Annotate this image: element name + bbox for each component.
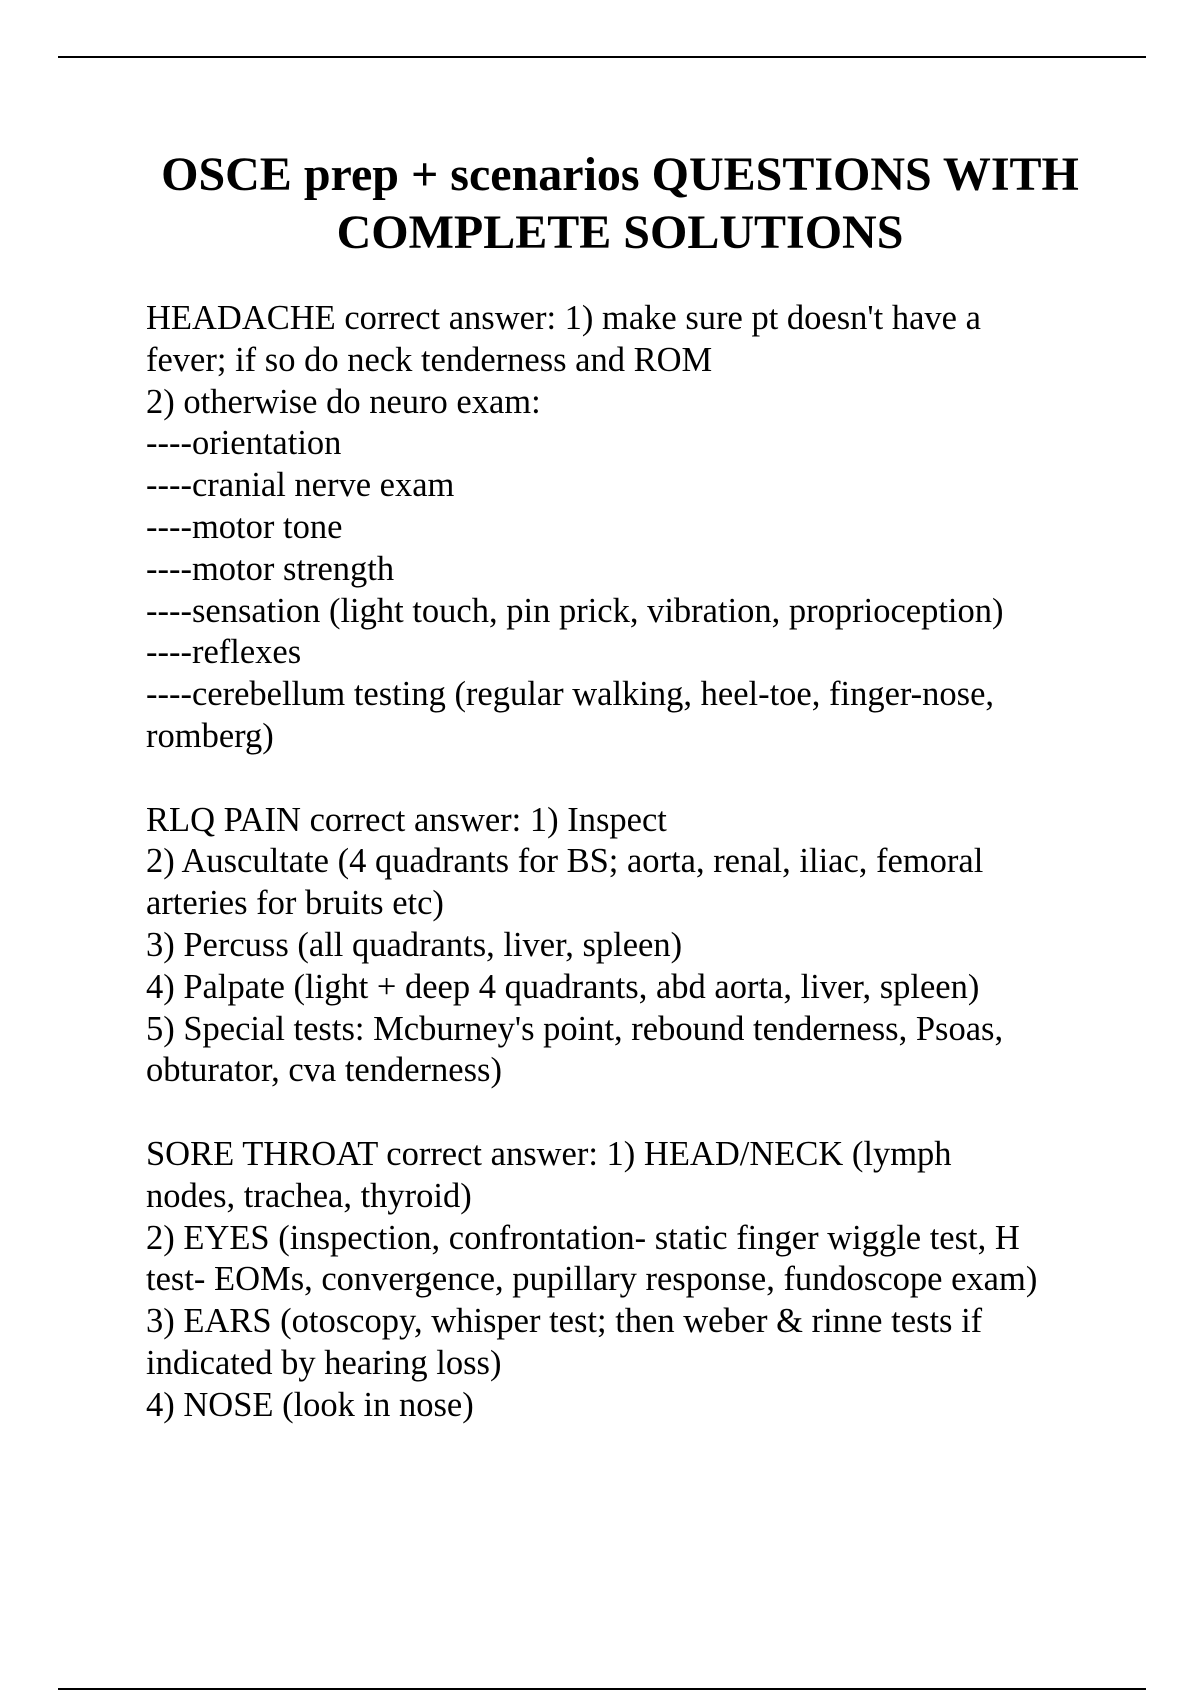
text-line: 2) Auscultate (4 quadrants for BS; aorta, renal, iliac, femoral	[146, 842, 984, 881]
text-line: romberg)	[146, 716, 274, 755]
text-line: nodes, trachea, thyroid)	[146, 1176, 472, 1215]
page-title	[100, 146, 1140, 262]
text-line: ----orientation	[146, 424, 342, 463]
text-line: 5) Special tests: Mcburney's point, rebound tenderness, Psoas,	[146, 1009, 1004, 1048]
rlq-pain-section	[146, 800, 1146, 1093]
document-body	[146, 298, 1146, 1427]
text-line: RLQ PAIN correct answer: 1) Inspect	[146, 800, 667, 839]
text-line: test- EOMs, convergence, pupillary response, fundoscope exam)	[146, 1260, 1038, 1299]
section-spacer	[146, 1092, 1146, 1134]
text-line: indicated by hearing loss)	[146, 1343, 502, 1382]
text-line: 3) Percuss (all quadrants, liver, spleen)	[146, 925, 683, 964]
text-line: 4) NOSE (look in nose)	[146, 1385, 474, 1424]
text-line: ----motor tone	[146, 507, 343, 546]
text-line: fever; if so do neck tenderness and ROM	[146, 340, 713, 379]
title-line-2: COMPLETE SOLUTIONS	[336, 206, 904, 259]
text-line: ----motor strength	[146, 549, 395, 588]
text-line: ----cerebellum testing (regular walking, heel-toe, finger-nose,	[146, 675, 995, 714]
headache-section	[146, 298, 1146, 758]
text-line: 3) EARS (otoscopy, whisper test; then weber & rinne tests if	[146, 1302, 983, 1341]
text-line: ----cranial nerve exam	[146, 466, 455, 505]
section-spacer	[146, 758, 1146, 800]
text-line: arteries for bruits etc)	[146, 884, 444, 923]
sore-throat-section	[146, 1134, 1146, 1427]
top-rule	[58, 56, 1146, 58]
text-line: obturator, cva tenderness)	[146, 1051, 502, 1090]
text-line: ----reflexes	[146, 633, 302, 672]
title-line-1: OSCE prep + scenarios QUESTIONS WITH	[161, 148, 1079, 201]
text-line: 4) Palpate (light + deep 4 quadrants, abd aorta, liver, spleen)	[146, 967, 980, 1006]
text-line: ----sensation (light touch, pin prick, vibration, proprioception)	[146, 591, 1004, 630]
text-line: SORE THROAT correct answer: 1) HEAD/NECK (lymph	[146, 1134, 952, 1173]
text-line: 2) otherwise do neuro exam:	[146, 382, 541, 421]
bottom-rule	[58, 1688, 1146, 1690]
text-line: 2) EYES (inspection, confrontation- static finger wiggle test, H	[146, 1218, 1020, 1257]
text-line: HEADACHE correct answer: 1) make sure pt doesn't have a	[146, 299, 981, 337]
